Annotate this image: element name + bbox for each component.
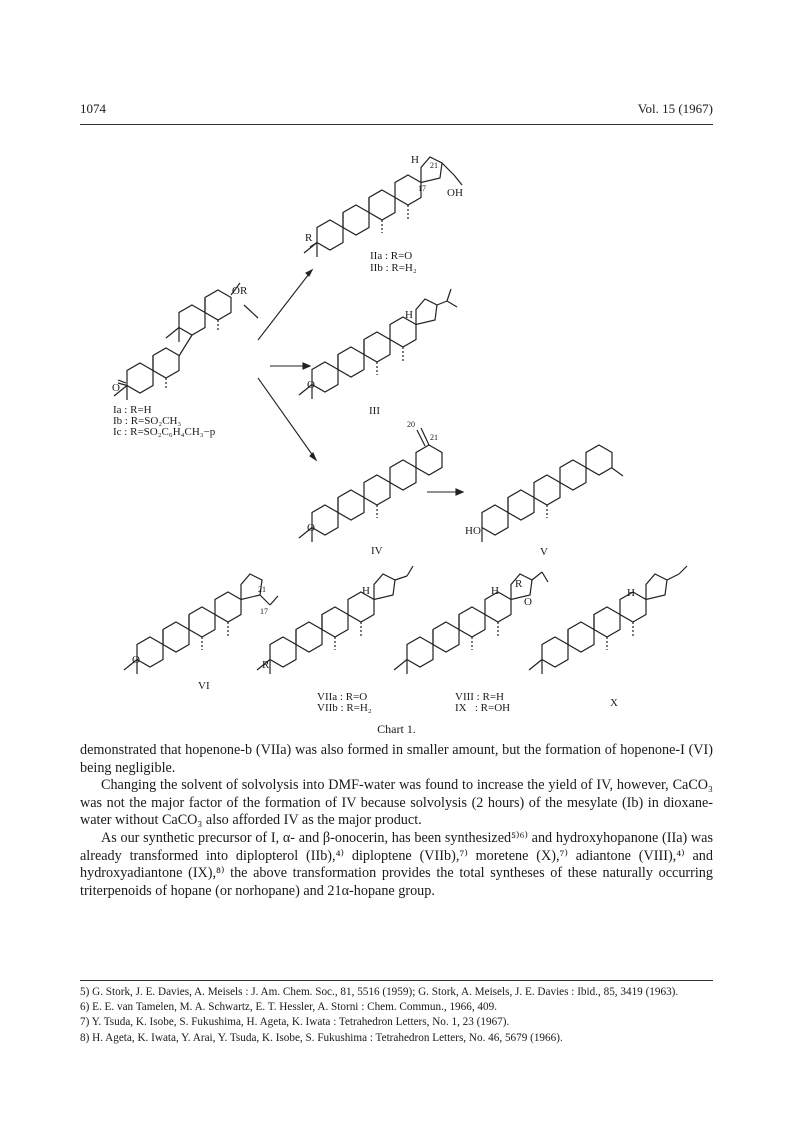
atom-r-viii: R bbox=[515, 578, 523, 590]
atom-r-iia: R bbox=[305, 232, 313, 244]
footnote-rule bbox=[80, 980, 713, 981]
journal-volume: Vol. 15 (1967) bbox=[637, 101, 713, 116]
atom-o-iii: O bbox=[307, 379, 315, 391]
atom-or-ia: OR bbox=[232, 285, 248, 297]
label-v: V bbox=[540, 546, 548, 558]
position-21-iia: 21 bbox=[430, 161, 438, 170]
label-iia: IIa : R=O bbox=[370, 250, 413, 262]
paragraph-3: As our synthetic precursor of I, α- and β-onocerin, has been synthesized⁵⁾⁶⁾ and hydroxyhopanone (IIa) was already transformed into diplopterol (IIb),⁴⁾ diploptene (VIIb),⁷⁾ moretene (X),⁷⁾ adiantone (VIII),⁴⁾ and hydroxyadiantone (IX),⁸⁾ the above transformation provides the total syntheses of these naturally occurring triterpenoids of hopane (or norhopane) and 21α-hopane group. bbox=[80, 829, 713, 899]
atom-h-vii: H bbox=[362, 585, 370, 597]
footnote-5: 5) G. Stork, J. E. Davies, A. Meisels : J. Am. Chem. Soc., 81, 5516 (1959); G. Stork, A. Meisels, J. E. Davies : Ibid., 85, 3419 (1963). bbox=[80, 986, 679, 998]
atom-h-iii: H bbox=[405, 309, 413, 321]
label-viia: VIIa : R=O bbox=[317, 691, 368, 703]
label-ib: Ib : R=SO₂CH₃ bbox=[113, 415, 182, 427]
position-17-vi: 17 bbox=[260, 607, 268, 616]
position-21-vi: 21 bbox=[258, 585, 266, 594]
paragraph-2: Changing the solvent of solvolysis into DMF-water was found to increase the yield of IV, however, CaCO₃ was not the major factor of the formation of IV because solvolysis (2 hours) of the mesylate (Ib) in dioxane-water without CaCO₃ also afforded IV as the major product. bbox=[80, 777, 713, 829]
position-21-iv: 21 bbox=[430, 433, 438, 442]
atom-oh-iia: OH bbox=[447, 187, 463, 199]
atom-h-iia: H bbox=[411, 154, 419, 166]
paragraph-1: demonstrated that hopenone-b (VIIa) was also formed in smaller amount, but the formation of hopenone-I (VI) being negligible. bbox=[80, 742, 713, 776]
footnote-6: 6) E. E. van Tamelen, M. A. Schwartz, E. T. Hessler, A. Storni : Chem. Commun., 1966, 409. bbox=[80, 1001, 498, 1014]
label-ix: IX : R=OH bbox=[455, 702, 511, 714]
label-ic: Ic : R=SO₂C₆H₄CH₃−p bbox=[113, 426, 216, 438]
body-text bbox=[80, 742, 713, 900]
label-viib: VIIb : R=H₂ bbox=[317, 702, 372, 714]
atom-o-viii: O bbox=[524, 596, 532, 608]
footnote-7: 7) Y. Tsuda, K. Isobe, S. Fukushima, H. Ageta, K. Iwata : Tetrahedron Letters, No. 1, 23 (1967). bbox=[80, 1016, 510, 1029]
atom-ho-v: HO bbox=[465, 525, 481, 537]
atom-r-vii: R bbox=[262, 659, 270, 671]
position-20-iv: 20 bbox=[407, 420, 415, 429]
label-ia: Ia : R=H bbox=[113, 404, 152, 416]
position-17-iia: 17 bbox=[418, 184, 426, 193]
label-viii: VIII : R=H bbox=[455, 691, 504, 703]
label-iv: IV bbox=[371, 545, 383, 557]
atom-o-iv: O bbox=[307, 522, 315, 534]
atom-h-x: H bbox=[627, 587, 635, 599]
atom-h-viii: H bbox=[491, 585, 499, 597]
atom-o-vi: O bbox=[132, 654, 140, 666]
label-iib: IIb : R=H₂ bbox=[370, 262, 417, 274]
footnotes bbox=[80, 985, 720, 1046]
header-rule bbox=[80, 124, 713, 125]
page-number: 1074 bbox=[80, 101, 106, 116]
label-x: X bbox=[610, 697, 618, 709]
chart-caption: Chart 1. bbox=[377, 722, 416, 736]
label-iii: III bbox=[369, 405, 380, 417]
label-vi: VI bbox=[198, 680, 210, 692]
atom-o-ia: O bbox=[112, 382, 120, 394]
footnote-8: 8) H. Ageta, K. Iwata, Y. Arai, Y. Tsuda, K. Isobe, S. Fukushima : Tetrahedron Letters, No. 46, 5679 (1966). bbox=[80, 1031, 563, 1044]
